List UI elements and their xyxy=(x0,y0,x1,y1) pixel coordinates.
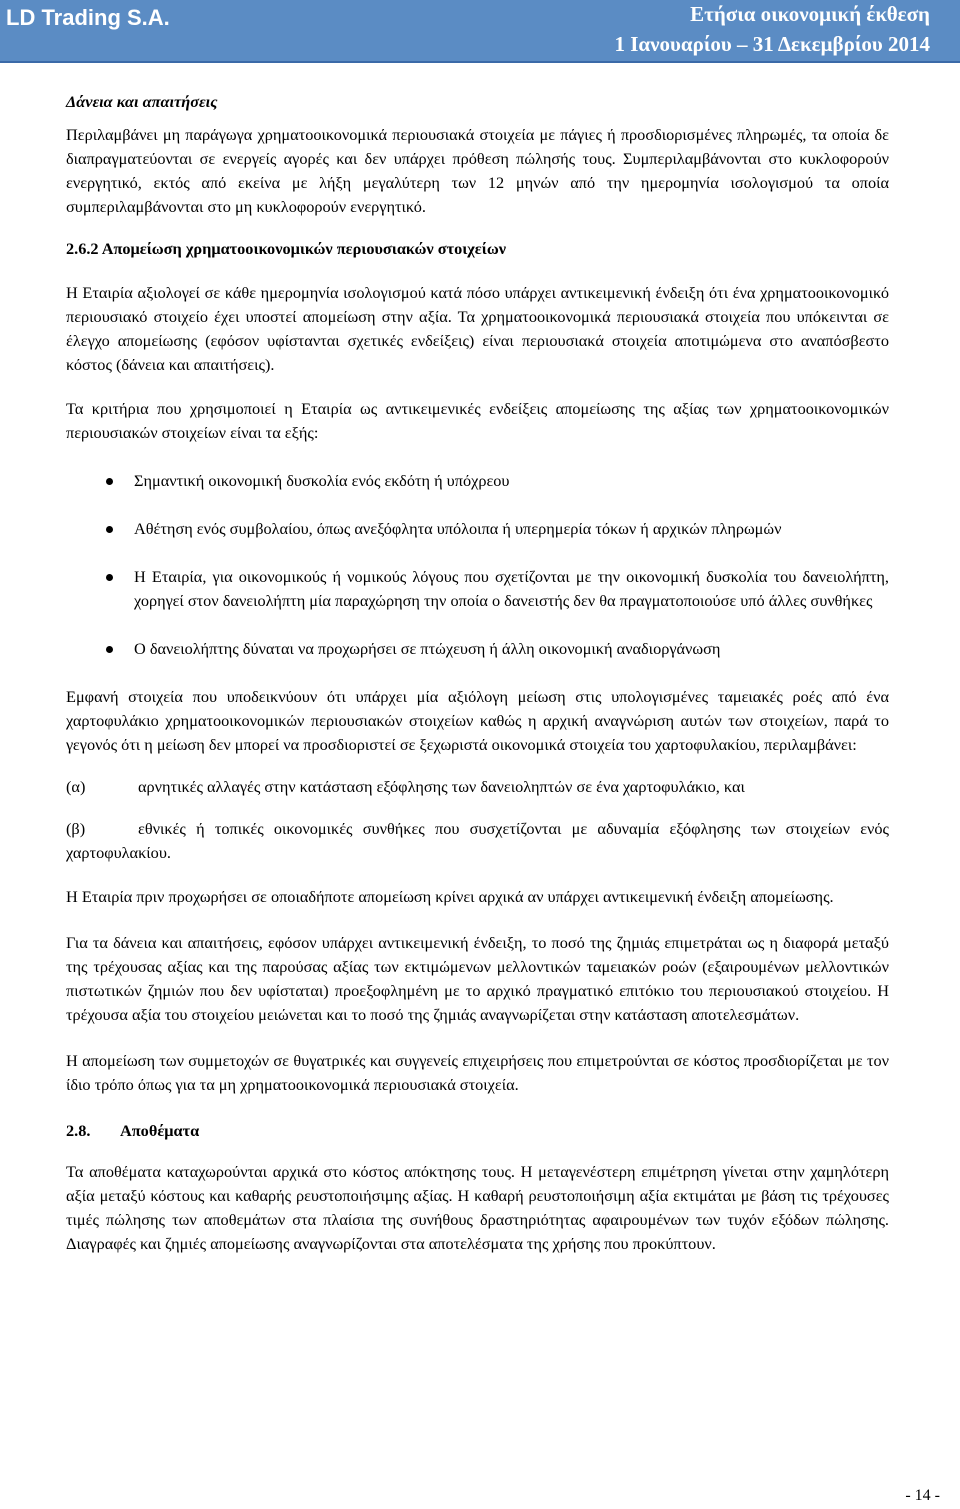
impairment-paragraph-3: Εμφανή στοιχεία που υποδεικνύουν ότι υπάρχει μία αξιόλογη μείωση στις υπολογισμένες ταμειακές ροές από ένα χαρτοφυλάκιο χρηματοοικονομικών περιουσιακών στοιχείων καθώς η αρχική αναγνώριση αυτών των στοιχείων, παρά το γεγονός ότι η μείωση δεν μπορεί να προσδιοριστεί σε ξεχωριστά οικονομικά στοιχεία του χαρτοφυλακίου, περιλαμβάνει: xyxy=(66,687,889,754)
impairment-heading: 2.6.2 Απομείωση χρηματοοικονομικών περιουσιακών στοιχείων xyxy=(66,239,506,258)
inventory-section-title: Αποθέματα xyxy=(120,1121,200,1140)
list-item xyxy=(66,565,889,613)
impairment-paragraph-1: Η Εταιρία αξιολογεί σε κάθε ημερομηνία ισολογισμού κατά πόσο υπάρχει αντικειμενική ένδειξη ότι ένα χρηματοοικονομικό περιουσιακό στοιχείο έχει υποστεί απομείωση στην αξία. Τα χρηματοοικονομικά περιουσιακά στοιχεία που υπόκεινται σε έλεγχο απομείωσης (εφόσον υφίστανται σχετικές ενδείξεις) είναι περιουσιακά στοιχεία αποτιμώμενα στο αναπόσβεστο κόστος (δάνεια και απαιτήσεις). xyxy=(66,283,889,374)
impairment-paragraph-2: Τα κριτήρια που χρησιμοποιεί η Εταιρία ως αντικειμενικές ενδείξεις απομείωσης της αξίας των χρηματοοικονομικών περιουσιακών στοιχείων είναι τα εξής: xyxy=(66,399,889,442)
page-content xyxy=(66,90,889,1256)
bullet-icon xyxy=(106,646,113,653)
sub-item-marker: (β) xyxy=(66,819,86,838)
list-item-text: Σημαντική οικονομική δυσκολία ενός εκδότη ή υπόχρεου xyxy=(134,471,510,490)
page-number: - 14 - xyxy=(905,1487,940,1504)
list-item-text: Η Εταιρία, για οικονομικούς ή νομικούς λόγους που σχετίζονται με την οικονομική δυσκολία του δανειολήπτη, χορηγεί στον δανειολήπτη μία παραχώρηση την οποία ο δανειστής δεν θα πραγματοποιούσε υπό άλλες συνθήκες xyxy=(134,567,889,610)
list-item xyxy=(66,637,889,661)
header-divider xyxy=(0,61,960,63)
sub-item-text: εθνικές ή τοπικές οικονομικές συνθήκες που συσχετίζονται με αδυναμία εξόφλησης των στοιχείων ενός χαρτοφυλακίου. xyxy=(66,819,889,862)
report-period: 1 Ιανουαρίου – 31 Δεκεμβρίου 2014 xyxy=(614,32,930,56)
report-title: Ετήσια οικονομική έκθεση xyxy=(690,2,930,26)
impairment-paragraph-4: Η Εταιρία πριν προχωρήσει σε οποιαδήποτε απομείωση κρίνει αρχικά αν υπάρχει αντικειμενική ένδειξη απομείωσης. xyxy=(66,887,834,906)
sub-item-a xyxy=(66,775,889,799)
impairment-criteria-list xyxy=(66,469,889,661)
list-item-text: Αθέτηση ενός συμβολαίου, όπως ανεξόφλητα υπόλοιπα ή υπερημερία τόκων ή αρχικών πληρωμών xyxy=(134,519,782,538)
sub-item-text: αρνητικές αλλαγές στην κατάσταση εξόφλησης των δανειοληπτών σε ένα χαρτοφυλάκιο, και xyxy=(138,777,745,796)
inventory-paragraph: Τα αποθέματα καταχωρούνται αρχικά στο κόστος απόκτησης τους. Η μεταγενέστερη επιμέτρηση γίνεται στην χαμηλότερη αξία μεταξύ κόστους και καθαρής ρευστοποιήσιμης αξίας. Η καθαρή ρευστοποιήσιμη αξία εκτιμάται με βάση τις τρέχουσες τιμές πώλησης των αποθεμάτων στα πλαίσια της συνήθους δραστηριότητας αφαιρουμένων των τυχόν εξόδων πώλησης. Διαγραφές και ζημιές απομείωσης αναγνωρίζονται στα αποτελέσματα της χρήσης που προκύπτουν. xyxy=(66,1162,889,1253)
list-item xyxy=(66,517,889,541)
list-item xyxy=(66,469,889,493)
impairment-paragraph-6: Η απομείωση των συμμετοχών σε θυγατρικές και συγγενείς επιχειρήσεις που επιμετρούνται σε κόστος προσδιορίζεται με τον ίδιο τρόπο όπως για τα μη χρηματοοικονομικά περιουσιακά στοιχεία. xyxy=(66,1051,889,1094)
list-item-text: Ο δανειολήπτης δύναται να προχωρήσει σε πτώχευση ή άλλη οικονομική αναδιοργάνωση xyxy=(134,639,721,658)
company-name: LD Trading S.A. xyxy=(6,5,170,30)
bullet-icon xyxy=(106,574,113,581)
sub-item-b xyxy=(66,817,889,865)
inventory-heading xyxy=(66,1119,889,1143)
loans-paragraph: Περιλαμβάνει μη παράγωγα χρηματοοικονομικά περιουσιακά στοιχεία με πάγιες ή προσδιορισμένες πληρωμές, τα οποία δε διαπραγματεύονται σε ενεργείς αγορές και δεν υπάρχει πρόθεση πώλησής τους. Συμπεριλαμβάνονται στο κυκλοφορούν ενεργητικό, εκτός από εκείνα με λήξη μεγαλύτερη των 12 μηνών από την ημερομηνία ισολογισμού τα οποία συμπεριλαμβάνονται στο μη κυκλοφορούν ενεργητικό. xyxy=(66,125,889,216)
bullet-icon xyxy=(106,526,113,533)
impairment-paragraph-5: Για τα δάνεια και απαιτήσεις, εφόσον υπάρχει αντικειμενική ένδειξη, το ποσό της ζημιάς επιμετράται ως η διαφορά μεταξύ της τρέχουσας αξίας και της παρούσας αξίας των εκτιμώμενων μελλοντικών ταμειακών ροών (εξαιρουμένων μελλοντικών πιστωτικών ζημιών που δεν υφίσταται) προεξοφλημένη με το αρχικό πραγματικό επιτόκιο του περιουσιακού στοιχείου. Η τρέχουσα αξία του στοιχείου μειώνεται και το ποσό της ζημιάς αναγνωρίζεται στην κατάσταση αποτελεσμάτων. xyxy=(66,933,889,1024)
loans-heading: Δάνεια και απαιτήσεις xyxy=(66,92,218,111)
sub-item-marker: (α) xyxy=(66,777,86,796)
header-bar xyxy=(0,0,960,61)
inventory-section-number: 2.8. xyxy=(66,1121,91,1140)
bullet-icon xyxy=(106,478,113,485)
